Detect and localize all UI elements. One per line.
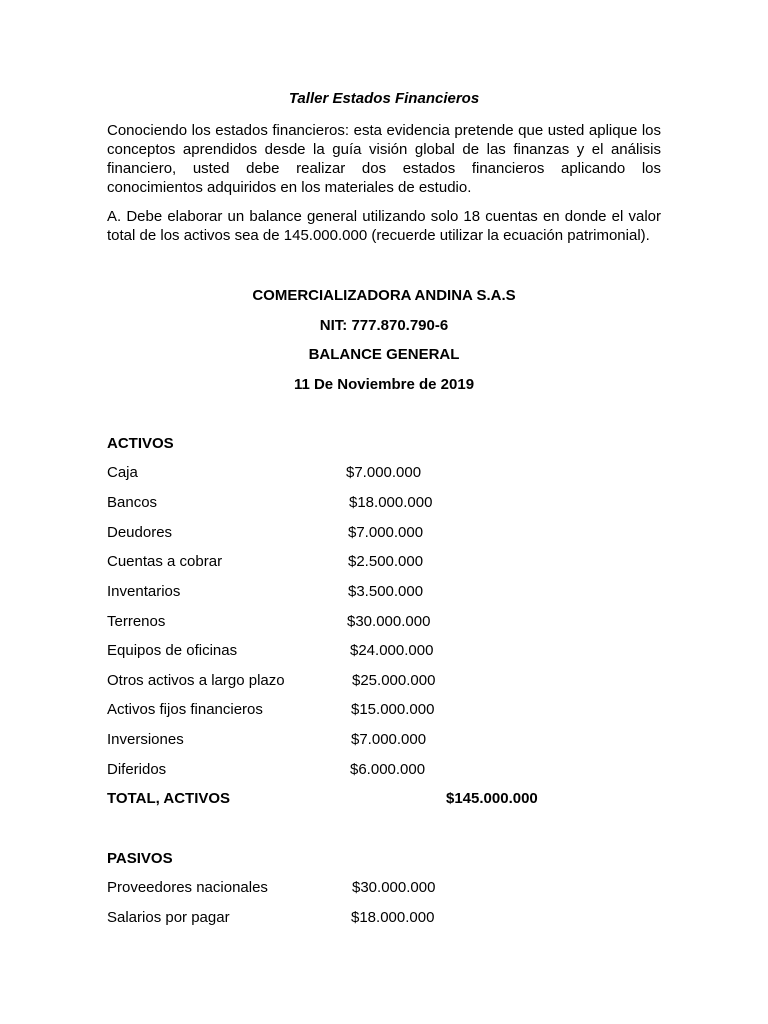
liability-row-salarios (107, 909, 707, 929)
document-title: Taller Estados Financieros (288, 90, 480, 107)
asset-row-terrenos (107, 613, 707, 633)
asset-row-deudores (107, 524, 707, 544)
asset-value: $25.000.000 (352, 672, 436, 689)
asset-row-diferidos (107, 761, 707, 781)
asset-label: Diferidos (107, 761, 167, 778)
asset-label: Equipos de oficinas (107, 642, 238, 659)
asset-value: $18.000.000 (349, 494, 433, 511)
asset-label: Caja (107, 464, 138, 481)
asset-row-bancos (107, 494, 707, 514)
asset-value: $6.000.000 (350, 761, 426, 778)
asset-value: $7.000.000 (348, 524, 424, 541)
company-name: COMERCIALIZADORA ANDINA S.A.S (252, 287, 516, 304)
asset-row-cuentas-a-cobrar (107, 553, 707, 573)
asset-label: Bancos (107, 494, 158, 511)
asset-label: Terrenos (107, 613, 166, 630)
asset-value: $30.000.000 (347, 613, 431, 630)
liability-label: Proveedores nacionales (107, 879, 268, 896)
statement-title: BALANCE GENERAL (308, 346, 460, 363)
statement-date: 11 De Noviembre de 2019 (293, 376, 475, 393)
asset-row-inversiones (107, 731, 707, 751)
asset-value: $7.000.000 (351, 731, 427, 748)
liability-value: $30.000.000 (352, 879, 436, 896)
asset-value: $15.000.000 (351, 701, 435, 718)
liability-row-proveedores (107, 879, 707, 899)
asset-label: Deudores (107, 524, 173, 541)
instruction-paragraph: A. Debe elaborar un balance general utilizando solo 18 cuentas en donde el valor total de los activos sea de 145.000.000 (recuerde utilizar la ecuación patrimonial). (107, 208, 661, 244)
asset-value: $2.500.000 (348, 553, 424, 570)
total-label: TOTAL, ACTIVOS (107, 790, 231, 807)
total-value: $145.000.000 (446, 790, 538, 807)
asset-row-activos-fijos (107, 701, 707, 721)
asset-label: Inversiones (107, 731, 184, 748)
asset-label: Cuentas a cobrar (107, 553, 223, 570)
company-nit: NIT: 777.870.790-6 (319, 317, 449, 334)
liability-label: Salarios por pagar (107, 909, 230, 926)
asset-row-inventarios (107, 583, 707, 603)
asset-row-caja (107, 464, 707, 484)
activos-heading: ACTIVOS (107, 435, 174, 452)
asset-label: Inventarios (107, 583, 181, 600)
asset-value: $24.000.000 (350, 642, 434, 659)
liability-value: $18.000.000 (351, 909, 435, 926)
asset-value: $7.000.000 (346, 464, 422, 481)
asset-value: $3.500.000 (348, 583, 424, 600)
intro-paragraph: Conociendo los estados financieros: esta evidencia pretende que usted aplique los conceptos aprendidos desde la guía visión global de las finanzas y el análisis financiero, usted debe realizar dos estados financieros aplicando los conocimientos adquiridos en los materiales de estudio. (107, 122, 661, 196)
asset-label: Otros activos a largo plazo (107, 672, 285, 689)
asset-row-otros-activos (107, 672, 707, 692)
asset-row-equipos-de-oficinas (107, 642, 707, 662)
asset-label: Activos fijos financieros (107, 701, 263, 718)
pasivos-heading: PASIVOS (107, 850, 173, 867)
activos-total-row (107, 790, 707, 810)
